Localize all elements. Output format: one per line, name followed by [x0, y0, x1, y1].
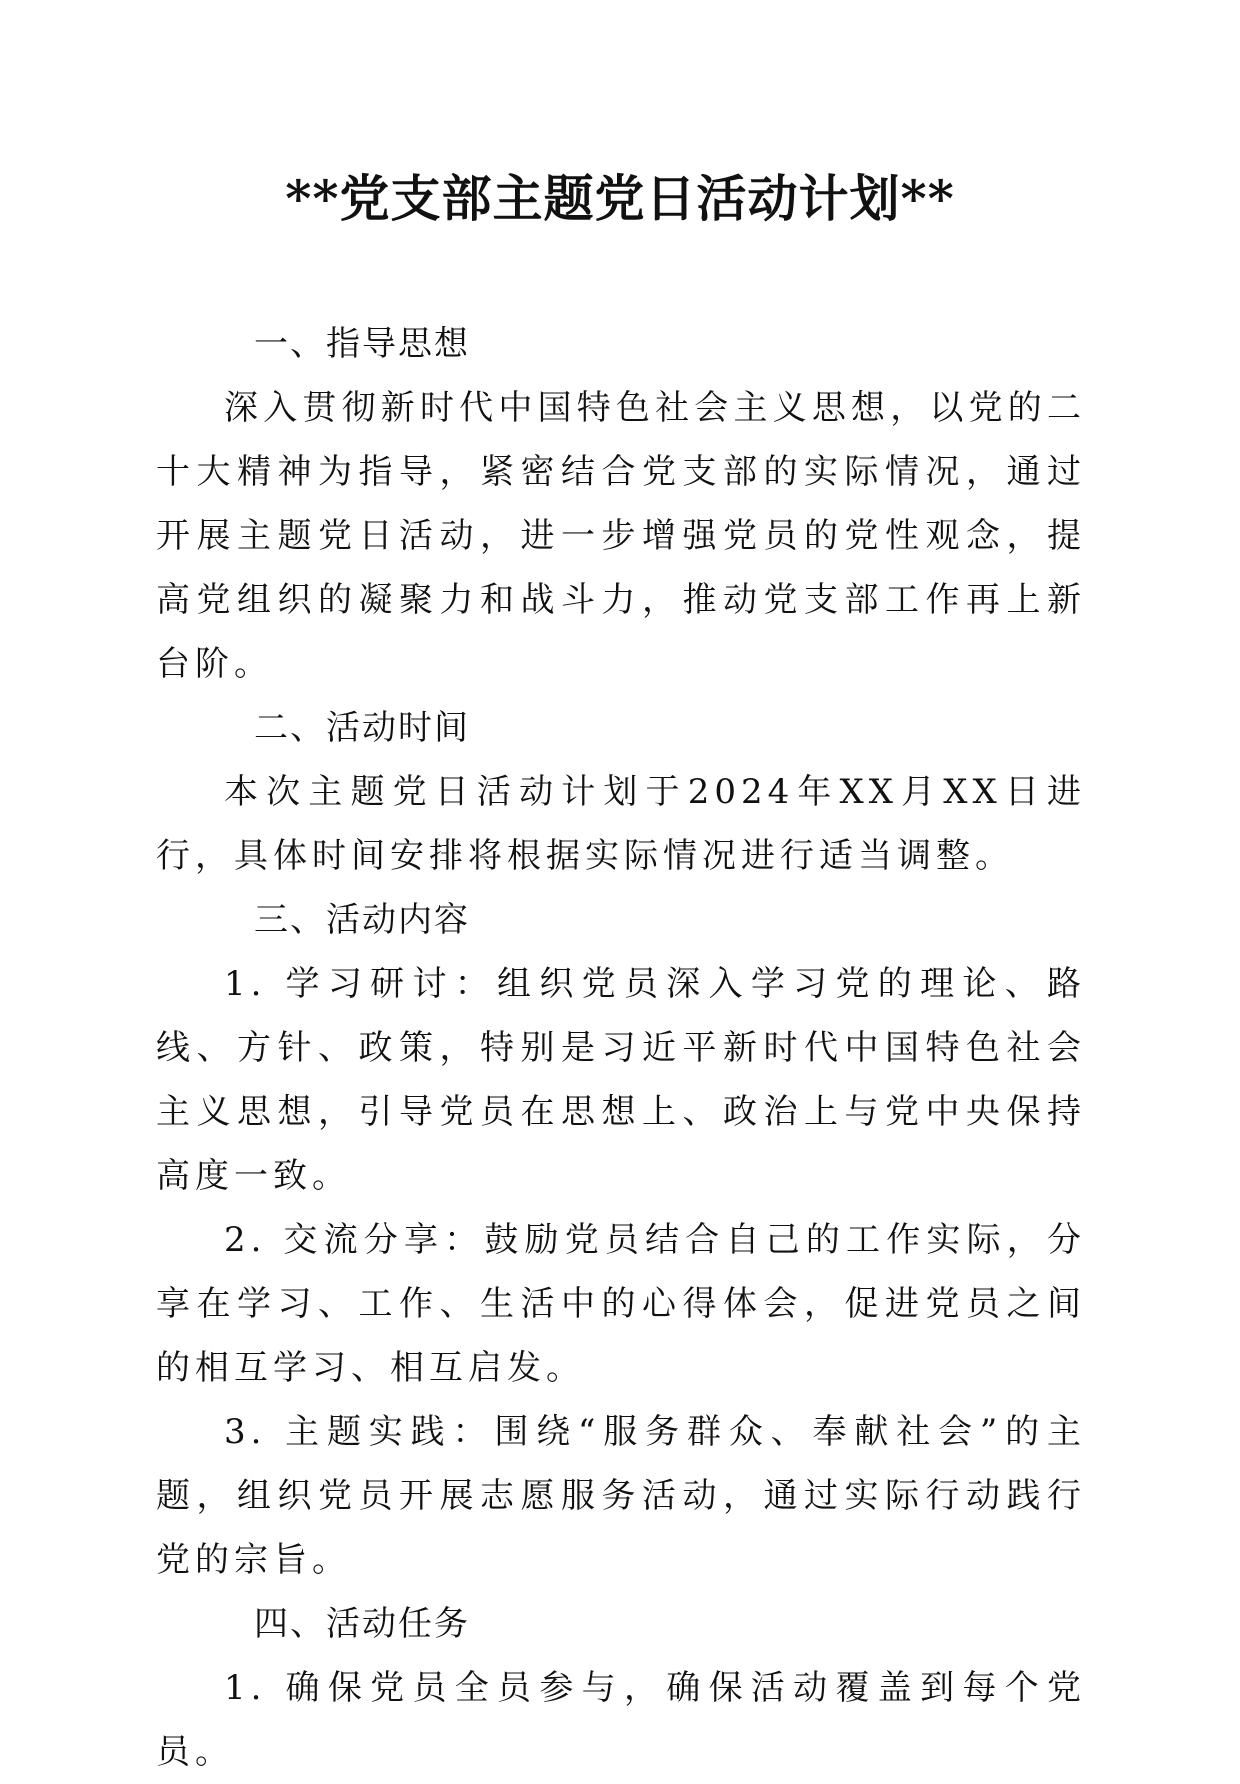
document-body: [156, 312, 1086, 1784]
list-item-paragraph: 2. 交流分享：鼓励党员结合自己的工作实际，分享在学习、工作、生活中的心得体会，促进党员之间的相互学习、相互启发。: [156, 1220, 1086, 1388]
list-item-paragraph: 1. 学习研讨：组织党员深入学习党的理论、路线、方针、政策，特别是习近平新时代中国特色社会主义思想，引导党员在思想上、政治上与党中央保持高度一致。: [156, 964, 1086, 1196]
list-item-paragraph: 3. 主题实践：围绕“服务群众、奉献社会”的主题，组织党员开展志愿服务活动，通过实际行动践行党的宗旨。: [156, 1412, 1086, 1580]
section-guiding-thought: [156, 312, 1086, 696]
list-item-paragraph: 1. 确保党员全员参与，确保活动覆盖到每个党员。: [156, 1668, 1086, 1772]
section-heading: 一、指导思想: [254, 324, 470, 364]
section-activity-content: [156, 888, 1086, 1592]
section-activity-tasks: [156, 1592, 1086, 1784]
body-paragraph: 深入贯彻新时代中国特色社会主义思想，以党的二十大精神为指导，紧密结合党支部的实际情况，通过开展主题党日活动，进一步增强党员的党性观念，提高党组织的凝聚力和战斗力，推动党支部工作再上新台阶。: [156, 388, 1086, 684]
section-heading: 三、活动内容: [254, 900, 470, 940]
section-heading: 二、活动时间: [254, 708, 470, 748]
section-activity-time: [156, 696, 1086, 888]
section-heading: 四、活动任务: [254, 1604, 470, 1644]
document-title: **党支部主题党日活动计划**: [285, 169, 955, 228]
body-paragraph: 本次主题党日活动计划于2024年XX月XX日进行，具体时间安排将根据实际情况进行适当调整。: [156, 772, 1086, 876]
